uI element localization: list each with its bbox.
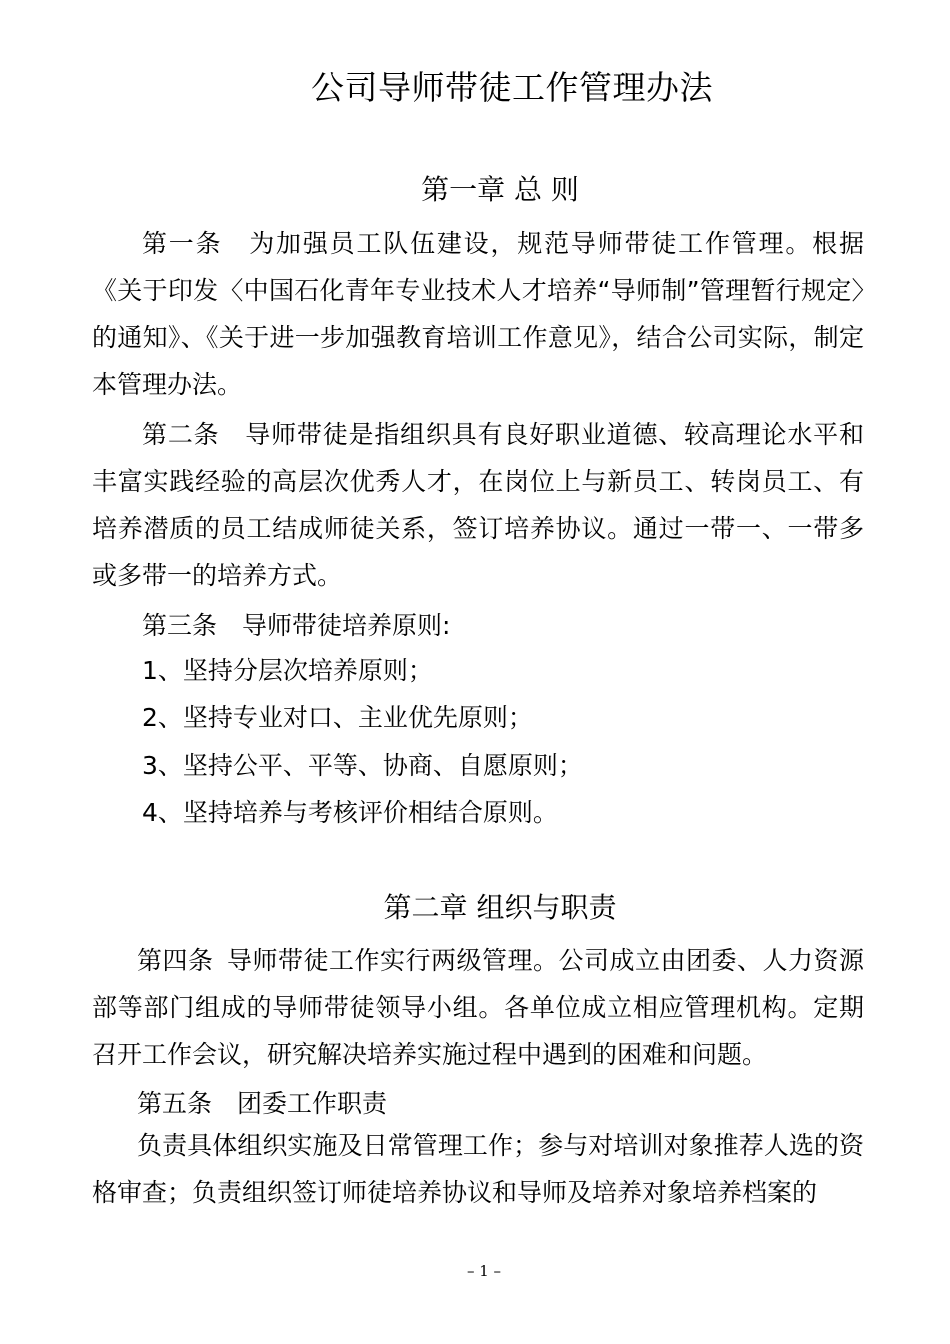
article-5-title: 团委工作职责: [237, 1089, 388, 1118]
article-1-label: 第一条: [142, 229, 223, 258]
article-4-label: 第四条: [137, 946, 214, 975]
article-2-text: 导师带徒是指组织具有良好职业道德、较高理论水平和丰富实践经验的高层次优秀人才，在岗位上与新员工、转岗员工、有培养潜质的员工结成师徒关系，签订培养协议。通过一带一、一带多或多带一的培养方式。: [92, 420, 864, 590]
article-5-text: 负责具体组织实施及日常管理工作；参与对培训对象推荐人选的资格审查；负责组织签订师徒培养协议和导师及培养对象培养档案的: [92, 1131, 864, 1207]
article-2: [92, 411, 864, 599]
article-3-label: 第三条: [142, 611, 218, 640]
article-3-text: 导师带徒培养原则:: [242, 611, 451, 640]
chapter-2-heading: 第二章 组织与职责: [383, 891, 617, 924]
article-2-label: 第二条: [142, 420, 220, 449]
article-5-heading: [137, 1084, 859, 1120]
principle-item: 3、坚持公平、平等、协商、自愿原则；: [142, 751, 583, 780]
article-1: [92, 220, 864, 408]
article-4: [92, 937, 864, 1078]
chapter-1-heading: 第一章 总 则: [421, 173, 579, 206]
article-4-text: 导师带徒工作实行两级管理。公司成立由团委、人力资源部等部门组成的导师带徒领导小组。各单位成立相应管理机构。定期召开工作会议，研究解决培养实施过程中遇到的困难和问题。: [92, 946, 864, 1069]
page-number: – 1 –: [466, 1262, 502, 1280]
principle-item: 2、坚持专业对口、主业优先原则；: [142, 703, 533, 732]
article-1-text: 为加强员工队伍建设，规范导师带徒工作管理。根据《关于印发〈中国石化青年专业技术人才培养“导师制”管理暂行规定〉的通知》、《关于进一步加强教育培训工作意见》，结合公司实际，制定本管理办法。: [92, 229, 864, 399]
article-5-label: 第五条: [137, 1089, 213, 1118]
principle-item: 4、坚持培养与考核评价相结合原则。: [142, 798, 558, 827]
article-3: [142, 606, 864, 642]
principle-item: 1、坚持分层次培养原则；: [142, 656, 433, 685]
document-title: 公司导师带徒工作管理办法: [311, 68, 713, 107]
